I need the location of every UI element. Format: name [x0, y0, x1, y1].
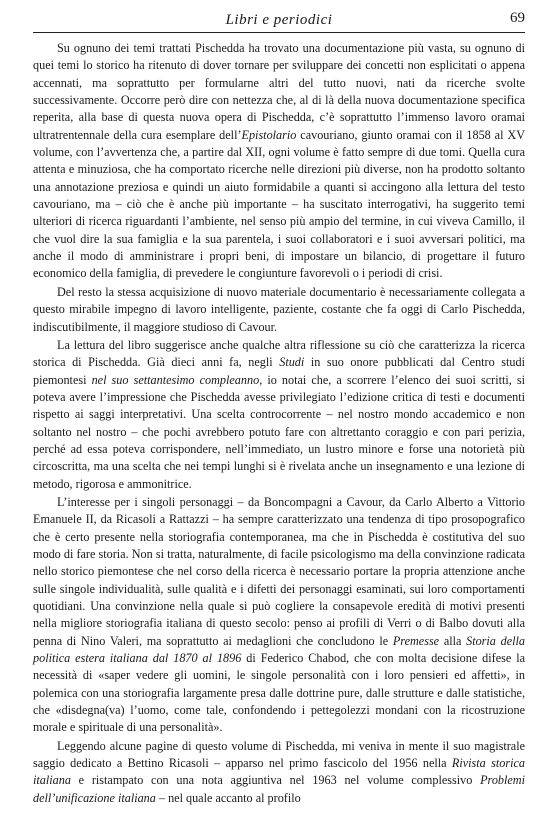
italic-text: Epistolario [241, 127, 297, 142]
text-run: – nel quale accanto al profilo [155, 790, 301, 805]
running-title: Libri e periodici [225, 12, 333, 28]
italic-text: Rivista storica italiana [33, 756, 525, 788]
text-run: L’interesse per i singoli personaggi – da Boncompagni a Cavour, da Carlo Alberto a Vittorio Emanuele II, da Ricasoli a Rattazzi – ha sempre caratterizzato una tendenza di tipo prosopografico che è certo presente nella storiografia contemporanea, ma che in Pischedda è costitutiva del suo modo di fare storia. Non si tratta, naturalmente, di facile psicologismo ma della convinzione radicata nello storico piemontese che nel corso della ricerca è necessario portare la propria attenzione anche sulle singole individualità, sulle qualità e i difetti dei personaggi esaminati, sui loro comportamenti quotidiani. Una convinzione nella quale si può cogliere la consapevole eredità di motivi presenti nella migliore storiografia italiana di questo secolo: penso ai profili di Verri o di Balbo dovuti alla penna di Nino Valeri, ma soprattutto ai medaglioni che concludono le [33, 494, 525, 648]
text-run: Leggendo alcune pagine di questo volume di Pischedda, mi veniva in mente il suo magistrale saggio dedicato a Bettino Ricasoli – apparso nel primo fascicolo del 1956 nella [33, 738, 525, 771]
page-number: 69 [510, 10, 525, 26]
header-divider [33, 32, 525, 33]
text-run: in suo onore pubblicati dal Centro studi piemontesi [33, 355, 525, 387]
text-run: alla [439, 633, 467, 648]
text-run: e ristampato con una nota aggiuntiva nel 1963 nel volume complessivo [70, 773, 481, 788]
article-body [33, 40, 525, 807]
text-run: Del resto la stessa acquisizione di nuovo materiale documentario è necessariamente collegata a questo mirabile impegno di lavoro intelligente, paziente, costante che fa oggi di Carlo Pischedda, indiscutibilmente, il maggiore studioso di Cavour. [33, 284, 525, 334]
text-run: La lettura del libro suggerisce anche qualche altra riflessione su ciò che caratterizza la ricerca storica di Pischedda. Già dieci anni fa, negli [33, 337, 525, 370]
paragraph [33, 337, 525, 493]
paragraph [33, 284, 525, 336]
text-run: cavouriano, giunto oramai con il 1858 al XV volume, con l’avvertenza che, a partire dal XII, ogni volume è fatto sempre di due tomi. Quella cura attenta e minuziosa, che ha comportato ricerche nelle direzioni più diverse, non ha prodotto soltanto una annotazione preziosa e quindi un aiuto formidabile a quanti si accingono alla lettura del testo cavouriano, ma – ciò che è anche più importante – ha suscitato interrogativi, ha suggerito temi ulteriori di ricerca riguardanti l’ambiente, nel senso più ampio del termine, in cui viveva Camillo, il che vuol dire la sua famiglia e la sua parentela, i suoi collaboratori e i suoi avversari politici, ma anche il modo di amministrare i propri beni, di impostare un bilancio, di progettare il futuro economico della famiglia, di prevedere le congiunture favorevoli o i periodi di crisi. [33, 127, 525, 281]
paragraph [33, 738, 525, 807]
italic-text: Problemi dell’unificazione italiana [33, 773, 525, 805]
paragraph [33, 494, 525, 737]
italic-text: nel suo settantesimo compleanno [91, 372, 260, 387]
italic-text: Storia della politica estera italiana dal 1870 al 1896 [33, 633, 525, 666]
italic-text: Studi [279, 355, 305, 370]
text-run: , io notai che, a scorrere l’elenco dei suoi scritti, si poteva avere l’impressione che Pischedda avesse privilegiato l’edizione critica di testi e documenti rispetto ai saggi interpretativi. Una scelta controcorrente – nel nostro mondo accademico e non soltanto nel nostro – che pochi avrebbero potuto fare con altrettanto coraggio e con pari perizia, perché ad essa poteva corrispondere, nell’immediato, un lustro minore e forse una notorietà più circoscritta, ma una scelta che nei tempi lunghi si è rivelata anche un insegnamento e una lezione di metodo, rigorosa e ammonitrice. [33, 372, 526, 491]
paragraph [33, 40, 525, 283]
italic-text: Premesse [392, 633, 440, 648]
text-run: Su ognuno dei temi trattati Pischedda ha trovato una documentazione più vasta, su ognuno di quei temi lo storico ha ritenuto di dover tornare per sviluppare dei concetti non esplicitati o appena accennati, ma soprattutto per formularne altri del tutto nuovi, nati da ricerche svolte successivamente. Occorre però dire con nettezza che, al di là della nuova documentazione specifica reperita, alla base di questa nuova opera di Pischedda, c’è soprattutto l’immenso lavoro oramai ultratrentennale della cura esemplare dell’ [33, 41, 525, 142]
running-header [33, 8, 525, 34]
text-run: di Federico Chabod, che con molta decisione difese la necessità di «saper vedere gli uomini, le singole personalità con i loro pensieri ed affetti», in polemica con una storiografia largamente presa dalle dottrine pure, dalle strutture e dalle statistiche, che «disdegna(va) l’uomo, come tale, confondendo i pettegolezzi mondani con la ricostruzione morale e spirituale di una personalità». [33, 651, 525, 735]
